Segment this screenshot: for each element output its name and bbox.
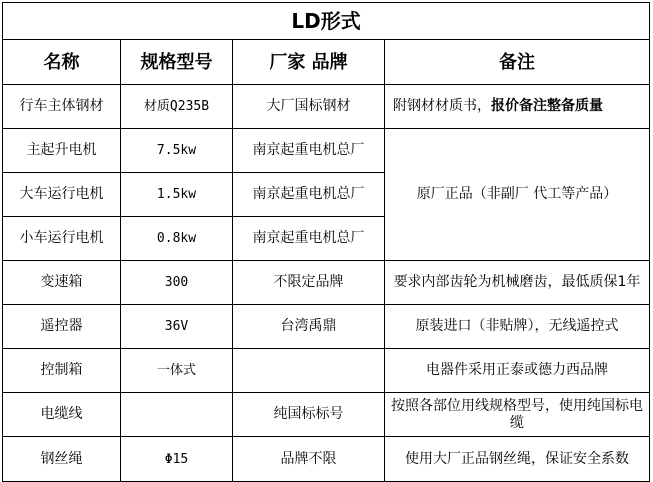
row-name: 主起升电机 [3,129,121,173]
row-name: 钢丝绳 [3,437,121,482]
row-name: 遥控器 [3,305,121,349]
row-brand [233,349,385,393]
row-brand: 纯国标标号 [233,393,385,437]
table-title: LD形式 [3,3,650,40]
row-brand: 南京起重电机总厂 [233,217,385,261]
row-note-text: 附钢材材质书， [393,98,491,114]
table-row [3,129,650,173]
row-spec: 0.8kw [121,217,233,261]
header-brand: 厂家 品牌 [233,40,385,85]
row-spec: 36V [121,305,233,349]
row-note: 原装进口（非贴牌），无线遥控式 [385,305,650,349]
row-note-merged: 原厂正品（非副厂 代工等产品） [385,129,650,261]
table-row [3,261,650,305]
row-name: 变速箱 [3,261,121,305]
row-brand: 台湾禹鼎 [233,305,385,349]
header-name: 名称 [3,40,121,85]
header-spec: 规格型号 [121,40,233,85]
row-note: 要求内部齿轮为机械磨齿，最低质保1年 [385,261,650,305]
table-row [3,437,650,482]
row-note: 电器件采用正泰或德力西品牌 [385,349,650,393]
table-row [3,305,650,349]
table-row [3,349,650,393]
row-name: 电缆线 [3,393,121,437]
row-spec [121,393,233,437]
row-spec: 一体式 [121,349,233,393]
header-note: 备注 [385,40,650,85]
row-name: 大车运行电机 [3,173,121,217]
row-brand: 南京起重电机总厂 [233,129,385,173]
row-spec: Φ15 [121,437,233,482]
row-note: 使用大厂正品钢丝绳，保证安全系数 [385,437,650,482]
table-row [3,393,650,437]
row-spec: 7.5kw [121,129,233,173]
row-brand: 不限定品牌 [233,261,385,305]
row-brand: 大厂国标钢材 [233,85,385,129]
row-spec: 材质Q235B [121,85,233,129]
row-name: 行车主体钢材 [3,85,121,129]
row-name: 控制箱 [3,349,121,393]
row-spec: 1.5kw [121,173,233,217]
row-name: 小车运行电机 [3,217,121,261]
row-brand: 南京起重电机总厂 [233,173,385,217]
row-note [385,85,650,129]
row-note: 按照各部位用线规格型号，使用纯国标电缆 [385,393,650,437]
table-row [3,85,650,129]
row-spec: 300 [121,261,233,305]
spec-table [2,2,650,482]
row-brand: 品牌不限 [233,437,385,482]
row-note-emphasis: 报价备注整备质量 [491,98,603,114]
